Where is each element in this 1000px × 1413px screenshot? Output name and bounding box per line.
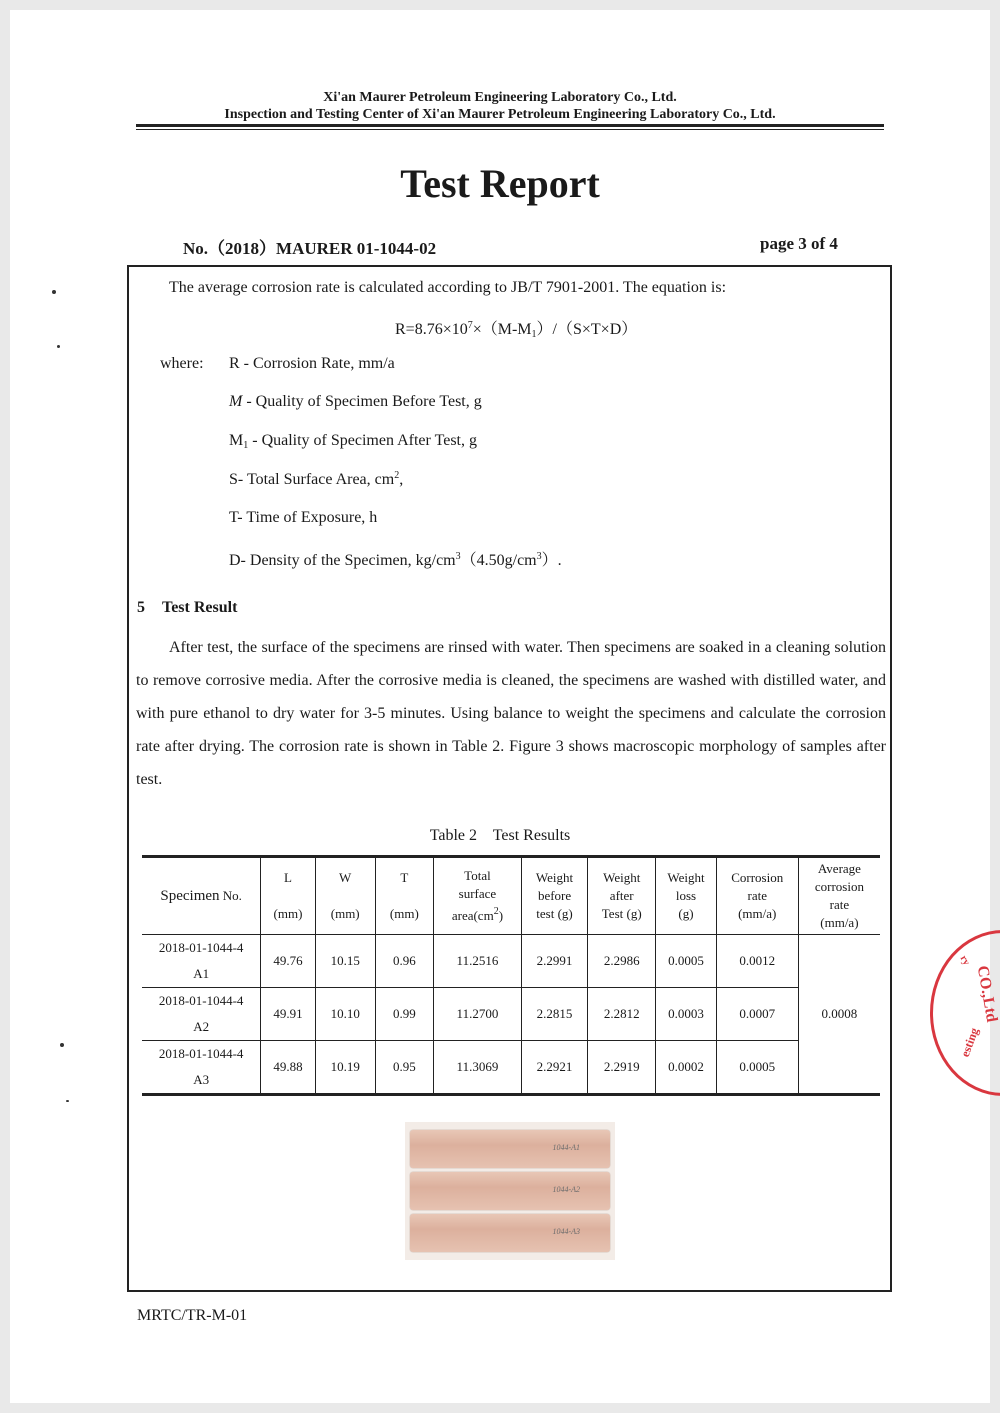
header-weight-before: Weight before test (g) [521,857,587,935]
specimen-bar [410,1172,610,1210]
cell-specimen-id: 2018-01-1044-4 A1 [142,935,261,988]
cell-weight-before: 2.2991 [521,935,587,988]
table-row [142,935,880,988]
definition-m [229,393,482,411]
seal-text: esting [957,1025,982,1059]
page-number: page 3 of 4 [760,234,838,253]
header-length: L (mm) [261,857,315,935]
header-thickness: T (mm) [375,857,433,935]
header-width: W (mm) [315,857,375,935]
formula-intro: The average corrosion rate is calculated according to JB/T 7901-2001. The equation is: [169,279,727,296]
report-title: Test Report [400,161,600,206]
header-specimen: Specimen No. [142,857,261,935]
cell-thickness: 0.95 [375,1041,433,1095]
specimen-bar [410,1130,610,1168]
cell-weight-after: 2.2812 [588,988,656,1041]
cell-length: 49.76 [261,935,315,988]
corrosion-equation [395,316,637,340]
cell-specimen-id: 2018-01-1044-4 A3 [142,1041,261,1095]
specimen-handwritten-label: 1044-A2 [552,1185,580,1194]
where-label: where: [160,355,204,372]
header-weight-after: Weight after Test (g) [588,857,656,935]
definition-d-sup2: 3 [536,551,542,562]
header-corrosion-rate: Corrosion rate (mm/a) [716,857,798,935]
definition-m-text: - Quality of Specimen Before Test, g [242,393,482,410]
definition-t: T- Time of Exposure, h [229,509,378,526]
cell-surface-area: 11.2700 [433,988,521,1041]
cell-corrosion-rate: 0.0012 [716,935,798,988]
cell-width: 10.15 [315,935,375,988]
section-number: 5 [137,599,145,616]
table-row [142,1041,880,1095]
cell-thickness: 0.99 [375,988,433,1041]
equation-exponent: 7 [467,320,473,331]
specimen-bar [410,1214,610,1252]
table-caption: Table 2 Test Results [429,827,571,844]
definition-r: R - Corrosion Rate, mm/a [229,355,395,372]
header-rule-thick [136,124,884,127]
cell-weight-before: 2.2815 [521,988,587,1041]
header-surface-area: Total surface $area(cm^2)$ [433,857,521,935]
header-average-rate: Average corrosion rate (mm/a) [798,857,880,935]
specimen-photo [405,1122,615,1260]
definition-d-end: ）. [541,552,562,569]
specimen-handwritten-label: 1044-A3 [552,1227,580,1236]
scan-speck [57,345,60,348]
definition-s-end: , [399,471,404,488]
table-row [142,988,880,1041]
cell-surface-area: 11.2516 [433,935,521,988]
equation-part-c: ）/（S×T×D） [536,321,638,338]
equation-part-a: R=8.76×10 [395,321,468,338]
seal-text: CO.,Ltd [973,964,1000,1024]
cell-thickness: 0.96 [375,935,433,988]
cell-surface-area: 11.3069 [433,1041,521,1095]
seal-text: ry [957,953,972,968]
definition-m1 [229,432,477,451]
cell-weight-before: 2.2921 [521,1041,587,1095]
definition-d-mid: （4.50g/cm [460,552,537,569]
company-name: Xi'an Maurer Petroleum Engineering Laboratory Co., Ltd. [323,90,677,105]
definition-d-sup: 3 [455,551,461,562]
symbol-m: M [229,393,243,410]
cell-weight-loss: 0.0003 [656,988,716,1041]
specimen-handwritten-label: 1044-A1 [552,1143,580,1152]
cell-specimen-id: 2018-01-1044-4 A2 [142,988,261,1041]
definition-d [229,547,562,570]
cell-width: 10.19 [315,1041,375,1095]
definition-d-text: D- Density of the Specimen, kg/cm [229,552,456,569]
report-number: No.（2018）MAURER 01-1044-02 [183,239,437,258]
definition-s-sup: 2 [394,470,400,481]
scan-speck [60,1043,64,1047]
form-code: MRTC/TR-M-01 [137,1307,248,1324]
header-weight-loss: Weight loss (g) [656,857,716,935]
cell-weight-loss: 0.0002 [656,1041,716,1095]
cell-corrosion-rate: 0.0007 [716,988,798,1041]
symbol-m1: M [229,432,244,449]
test-results-table [142,855,880,1096]
definition-s-text: S- Total Surface Area, cm [229,471,395,488]
equation-subscript: 1 [531,329,537,340]
testing-center-name: Inspection and Testing Center of Xi'an Maurer Petroleum Engineering Laboratory Co., Ltd. [224,107,776,122]
result-paragraph: After test, the surface of the specimens are rinsed with water. Then specimens are soaked in a cleaning solution to remove corrosive media. After the corrosive media is cleaned, the specimens are washed with distilled water, and with pure ethanol to dry water for 3-5 minutes. Using balance to weight the specimens and calculate the corrosion rate after drying. The corrosion rate is shown in Table 2. Figure 3 shows macroscopic morphology of samples after test. [136,639,886,788]
definition-m1-text: - Quality of Specimen After Test, g [248,432,477,449]
cell-corrosion-rate: 0.0005 [716,1041,798,1095]
cell-weight-loss: 0.0005 [656,935,716,988]
cell-length: 49.91 [261,988,315,1041]
cell-width: 10.10 [315,988,375,1041]
section-title: Test Result [162,599,238,616]
cell-average-rate: 0.0008 [798,935,880,1095]
table-header-row [142,857,880,935]
header-rule-thin [136,129,884,130]
cell-weight-after: 2.2986 [588,935,656,988]
scan-speck [66,1100,69,1102]
definition-s [229,470,403,489]
cell-weight-after: 2.2919 [588,1041,656,1095]
equation-part-b: ×（M-M [472,321,532,338]
cell-length: 49.88 [261,1041,315,1095]
symbol-m1-subscript: 1 [243,440,249,451]
scan-speck [52,290,56,294]
